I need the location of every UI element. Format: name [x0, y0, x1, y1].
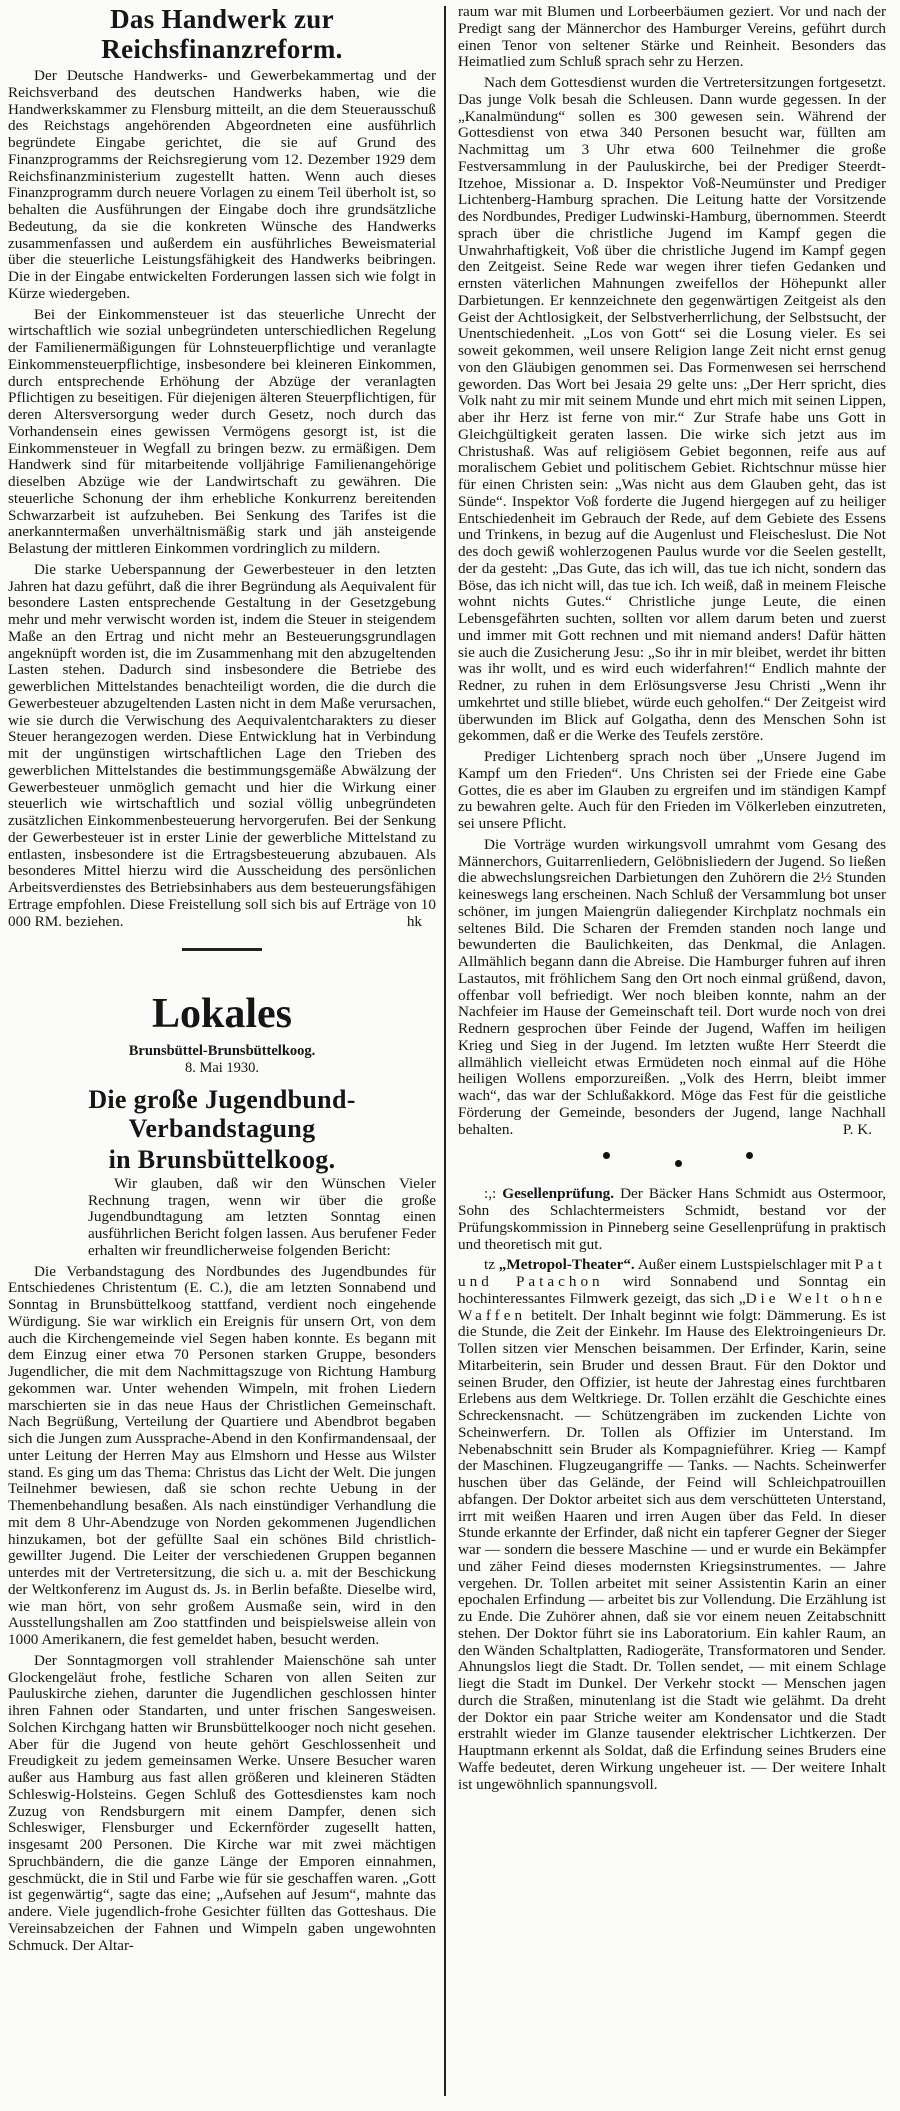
article-separator — [182, 948, 262, 951]
article-paragraph: Nach dem Gottesdienst wurden die Vertretersitzungen fortgesetzt. Das junge Volk besah die Schleusen. Dann wurde gegessen. In der „Kanalmündung“ sollen es 300 gewesen sein. Während der Gottesdienst von etwa 340 Personen besucht war, füllten am Nachmittag um 3 Uhr etwa 600 Teilnehmer die große Festversammlung in der Pauluskirche, bei der Prediger Steerdt-Itzehoe, Missionar a. D. Inspektor Voß-Neumünster und Prediger Lichtenberg-Hamburg sprachen. Die Leitung hatte der Vorsitzende des Nordbundes, Prediger Ludwinski-Hamburg, übernommen. Steerdt sprach über die christliche Jugend im Kampf gegen die Unwahrhaftigkeit, Voß über die christliche Jugend im Kampf gegen den Zeitgeist. Seine Rede war wegen ihrer tiefen Gedanken und ernsten väterlichen Mahnungen zweifellos der Höhepunkt aller Darbietungen. Er kennzeichnete den gegenwärtigen Zeitgeist als den Geist der Achtlosigkeit, der Selbstverherrlichung, der Selbstsucht, der Unentschiedenheit. „Los von Gott“ sei die Losung vieler. Es sei soweit gekommen, weil unsere Religion lange Zeit nicht ernst genug von den Gläubigen genommen sei. Das Formenwesen sei herrschend geworden. Das Wort bei Jesaia 29 gelte uns: „Der Herr spricht, dies Volk naht zu mir mit seinem Munde und ehrt mich mit seinen Lippen, aber ihr Herz ist ferne von mir.“ Zur Strafe habe uns Gott in Gleichgültigkeit geraten lassen. Die wirke sich jetzt aus im Christushaß. Was auf religiösem Gebiet begonnen, reife aus auf moralischem Gebiet und politischem Gebiet. Richtschnur müsse hier für einen Christen sein: „Was nicht aus dem Glauben geht, das ist Sünde“. Inspektor Voß forderte die Jugend hiergegen auf zu heiliger Entschiedenheit im Gebrauch der Rede, auf dem Gebiete des Essens und Trinkens, in bezug auf die Augenlust und Fleischeslust. Die Not des doch gewiß wohlerzogenen Paulus wurde vor die Seelen gestellt, der da gesteht: „Das Gute, das ich will, das tue ich nicht, sondern das Böse, das ich nicht will, das tue ich. Ich weiß, daß in meinem Fleische wohnt nichts Gutes.“ Christliche junge Leute, die einen Lebensgefährten suchten, sollten vor allem darum beten und zuerst und immer mit Gott rechnen und mit niemand anders! Dafür hätten sie auch die Zusicherung Jesu: „So ihr in mir bleibet, werdet ihr bitten was ihr wollt, und es wird euch widerfahren!“ Endlich mahnte der Redner, zu ruhen in dem Erlösungsverse Jesu Christi „Wenn ihr umkehrtet und stille bliebet, würde euch geholfen.“ Der Zeitgeist wird überwunden im Blick auf Golgatha, denn des Menschen Sohn ist gekommen, daß er die Werke des Teufels zerstöre. — [458, 74, 886, 745]
dot-icon — [603, 1152, 610, 1159]
article-paragraph — [8, 562, 436, 931]
note-prefix: tz — [484, 1256, 495, 1274]
article-paragraph: Bei der Einkommensteuer ist das steuerliche Unrecht der wirtschaftlich wie sozial unbegründeten unterschiedlichen Regelung der Familienermäßigungen für Lohnsteuerpflichtige und veranlagte Einkommensteuerpflichtige, insbesondere bei kleineren Einkommen, durch entsprechende Erhöhung der Abzüge der veranlagten Pflichtigen zu beseitigen. Für diejenigen älteren Steuerpflichtigen, für deren Altersversorgung weder durch Gesetz, noch durch das Vorhandensein eines gewissen Vermögens gesorgt ist, ist die Einkommensteuer in Wegfall zu bringen bezw. zu ermäßigen. Dem Handwerk sind für mitarbeitende volljährige Familienangehörige dieselben Abzüge wie der Landwirtschaft zu gewähren. Die steuerliche Schonung der ihm erhebliche Konkurrenz bereitenden Schwarzarbeit ist aufzuheben. Bei Senkung des Tarifes ist die anerkanntermaßen unverhältnismäßig stark und jäh ansteigende Belastung der mittleren Einkommen vordringlich zu mildern. — [8, 305, 436, 557]
left-column — [8, 4, 436, 1958]
note-prefix: :,: — [484, 1185, 497, 1203]
date: 8. Mai 1930. — [184, 1060, 260, 1076]
note-text: wird Sonnabend und Sonntag ein hochinteressantes Filmwerk gezeigt, das sich „ — [458, 1273, 887, 1307]
note-heading: „Metropol-Theater“. — [498, 1256, 635, 1274]
article-paragraph — [458, 837, 886, 1139]
note-heading: Gesellenprüfung. — [502, 1185, 615, 1203]
dot-icon — [675, 1160, 682, 1167]
author-signature: P. K. — [842, 1120, 872, 1138]
article-title-handwerk: Das Handwerk zur Reichsfinanzreform. — [101, 4, 343, 64]
note-text: betitelt. Der Inhalt beginnt wie folgt: Dämmerung. Es ist die Stunde, die Zeit der Einkehr. Im Hause des Elektroingenieurs Dr. Tollen sitzen vier Menschen beisammen. Der Erfinder, Karin, seine Mitarbeiterin, sein Bruder und dessen Braut. Für den Doktor und seinen Bruder, den Offizier, ist heute der Jahrestag eines furchtbaren Erlebens aus dem Weltkriege. Dr. Tollen erzählt die Geschichte eines Schreckensnacht. — Schützengräben im zuckenden Lichte von Scheinwerfern. Dr. Tollen als Offizier im Unterstand. Im Nebenabschnitt sein Bruder als Kompagnieführer. Krieg — Kampf der Maschinen. Flugzeugangriffe — Tanks. — Nachts. Scheinwerfer huschen über das Gelände, der Feind will Schleichpatrouillen abfangen. Der Doktor arbeitet sich aus dem verschütteten Unterstand, irrt mit weißen Haaren und irren Augen über das Feld. In dieser Stunde erkannte der Erfinder, daß nicht ein tapferer Gegner der Sieger war — sondern die bessere Maschine — und er wurde ein Bekämpfer und zäher Feind dieses modernsten Kriegsinstrumentes. — Jahre vergehen. Dr. Tollen arbeitet mit seiner Assistentin Karin an einer epochalen Erfindung — arbeitet bis zur Vollendung. Die Erzählung ist zu Ende. Die Zuhörer ahnen, daß sie vor einem neuen Zeitabschnitt stehen. Der Doktor führt sie ins Laboratorium. Ein kahler Raum, an den Wänden Schaltplatten, Radiogeräte, Transformatoren und Sender. Ahnungslos liegt die Stadt. Dr. Tollen sendet, — mit einem Schlage liegt die Stadt im Dunkel. Der Verkehr stockt — Menschen jagen durch die Straßen, minutenlang ist die Stadt wie gelähmt. Da dreht der Doktor ein paar Striche weiter am Kondensator und die Stadt erstrahlt wieder im Glanze tausender elektrischer Lichtkerzen. Der Hauptmann erkennt als Soldat, daß die Erfindung seines Bruders eine Waffe bedeutet, deren Wirkung ungeheuer ist. — Der weitere Inhalt ist ungewöhnlich spannungsvoll. — [458, 1306, 886, 1793]
separator-dots — [458, 1144, 886, 1178]
film-title-welt-ohne-waffen: Die Welt ohne Waffen — [458, 1289, 886, 1324]
note-text: Außer einem Lustspielschlager mit — [637, 1256, 851, 1274]
note-text: Der Bäcker Hans Schmidt aus Ostermoor, Sohn des Schlachtermeisters Schmidt, bestand vor der Prüfungskommission in Pinneberg seine Gesellenprüfung in praktisch und theoretisch mit gut. — [458, 1185, 887, 1253]
author-signature: hk — [406, 912, 422, 930]
dot-icon — [746, 1152, 753, 1159]
section-title-lokales: Lokales — [151, 991, 293, 1038]
article-title-jugendbund-line1: Die große Jugendbund-Verbandstagung — [88, 1084, 356, 1143]
article-paragraph-continued: raum war mit Blumen und Lorbeerbäumen geziert. Vor und nach der Predigt sang der Männerchor des Hamburger Vereins, geführt durch einen Tenor von seltener Stärke und Reinheit. Besonders das Heimatlied zum Schluß sprach sehr zu Herzen. — [458, 3, 886, 71]
news-note-metropol-theater — [458, 1257, 886, 1793]
article-paragraph: Der Sonntagmorgen voll strahlender Maienschöne sah unter Glockengeläut frohe, festliche Scharen von allen Seiten zur Pauluskirche ziehen, darunter die Jugendlichen geschlossen hinter ihren Fahnen oder Standarten, und unter frischen Sangesweisen. Solchen Kirchgang hatten wir Brunsbüttelkooger noch nicht gesehen. Aber für die Jugend von heute gehört Geschlossenheit und Freudigkeit zu jedem gemeinsamen Werke. Unsere Besucher waren außer aus Hamburg aus fast allen größeren und kleineren Städten Schleswig-Holsteins. Gegen Schluß des Gottesdienstes kam noch Zuzug von Rendsburgern mit einem Dampfer, denen sich Schleswiger, Flensburger und Eckernförder zugesellt hatten, insgesamt 200 Personen. Die Kirche war mit zwei mächtigen Spruchbändern, die die ganze Länge der Emporen einnahmen, geschmückt, die in Stil und Farbe wie für sie geschaffen waren. „Gott ist gegenwärtig“, sagte das eine; „Aufsehen auf Jesum“, mahnte das andere. Viele jugendlich-frohe Gesichter füllten das Gotteshaus. Die Vereinsabzeichen der Fahnen und Wimpeln gaben ungewohnten Schmuck. Der Altar- — [8, 1651, 436, 1954]
article-paragraph: Der Deutsche Handwerks- und Gewerbekammertag und der Reichsverband des deutschen Handwerks haben, wie die Handwerkskammer zu Flensburg mitteilt, an die dem Steuerausschuß des Reichstags angehörenden Abgeordneten eine ausführlich begründete Eingabe gerichtet, die sie auf Grund des Finanzprogramms der Reichsregierung vom 12. Dezember 1929 dem Reichsfinanzministerium zugestellt hatten. Wenn auch dieses Finanzprogramm durch neuere Vorlagen zu einem Teil überholt ist, so behalten die Ausführungen der Eingabe doch ihre grundsätzliche Bedeutung, da sie die konkreten Wünsche des Handwerks zusammenfassen und außerdem ein ausführliches Beweismaterial über die steuerliche Leistungsfähigkeit des Handwerks beibringen. Die in der Eingabe entwickelten Forderungen lassen sich wie folgt in Kürze wiedergeben. — [8, 67, 436, 302]
paragraph-text: Die starke Ueberspannung der Gewerbesteuer in den letzten Jahren hat dazu geführt, daß die ihrer Begründung als Aequivalent für besondere Lasten entsprechende Gestaltung in der Gesetzgebung mehr und mehr verwischt worden ist, indem die Steuer in steigendem Maße an den Ertrag und nicht mehr an Besteuerungsgrundlagen angeknüpft worden ist, die im Zusammenhang mit den abzugeltenden Lasten stehen. Dadurch sind insbesondere die Betriebe des gewerblichen Mittelstandes benachteiligt worden, die die durch die Gewerbesteuer abzugeltenden Lasten nicht in dem Maße verursachen, wie sie durch die Verwischung des Aequivalentcharakters zu dieser Steuer herangezogen werden. Diese Entwicklung hat in Verbindung mit der ungünstigen wirtschaftlichen Lage den Trieben des gewerblichen Mittelstandes die bestimmungsgemäße Abwälzung der Gewerbesteuer unmöglich gemacht und hier die Wirkung einer steuerlich wie wirtschaftlich und sozial völlig unbegründeten zusätzlichen Einkommenbesteuerung hervorgerufen. Bei der Senkung der Gewerbesteuer ist in erster Linie der gewerbliche Mittelstand zu entlasten, insbesondere ist die Ertragsbesteuerung abzubauen. Als besonderes Mittel hierzu wird die Ausscheidung des persönlichen Arbeitsverdienstes des Betriebsinhabers aus dem besteuerungsfähigen Ertrage empfohlen. Diese Freistellung soll sich bis auf Erträge von 10 000 RM. beziehen. — [8, 560, 436, 930]
film-title-pat-und-patachon: Pat und Patachon — [458, 1256, 886, 1290]
column-divider — [444, 6, 446, 2096]
article-intro: Wir glauben, daß wir den Wünschen Vieler Rechnung tragen, wenn wir über die große Jugendbundtagung am letzten Sonntag einen ausführlichen Bericht folgen lassen. Aus berufener Feder erhalten wir freundlicherweise folgenden Bericht: — [88, 1174, 436, 1259]
article-paragraph: Die Verbandstagung des Nordbundes des Jugendbundes für Entschiedenes Christentum (E. C.), die am letzten Sonnabend und Sonntag in Brunsbüttelkoog stattfand, verdient noch eingehende Würdigung. Sie war wirklich ein Ereignis für unsern Ort, von dem auch die Kirchengemeinde viel Segen haben konnte. Es begann mit dem Einzug einer etwa 70 Personen starken Gruppe, besonders Jugendlicher, die mit dem Nachmittagszuge von Richtung Hamburg gekommen war. Unter wehenden Wimpeln, mit frohen Liedern marschierten sie in das neue Haus der Christlichen Gemeinschaft. Nach Begrüßung, Verteilung der Quartiere und Abendbrot begaben sich die Jungen zum Aussprache-Abend in den Konfirmandensaal, der unter Leitung der Herren May aus Elmshorn und Hesse aus Wilster stand. Es ging um das Thema: Christus das Licht der Welt. Die jungen Teilnehmer bewiesen, daß sie schon rechte Uebung in der Themenbehandlung besaßen. Als nach einstündiger Verhandlung die mit dem 8 Uhr-Abendzuge von Norden gekommenen Jugendlichen hinzukamen, bot der gefüllte Saal ein schönes Bild christlich-gewillter Jugend. Die Leiter der verschiedenen Gruppen begannen unterdes mit der Vertretersitzung, die sich u. a. mit der Beschickung der Weltkonferenz im August ds. Js. in Berlin befaßte. Dieselbe wird, wie man hört, von sehr großem Ausmaße sein, wird in den Ausstellungshallen am Zoo stattfinden und beispielsweise allein von 1000 Amerikanern, die fest gemeldet haben, besucht werden. — [8, 1262, 436, 1648]
article-paragraph: Prediger Lichtenberg sprach noch über „Unsere Jugend im Kampf um den Frieden“. Uns Christen sei der Friede eine Gabe Gottes, die es aber im Glauben zu ergreifen und im ständigen Kampf zu bewahren gelte. Auch für den Frieden im Völkerleben einzutreten, sei unsere Pflicht. — [458, 748, 886, 832]
news-note-gesellenpruefung — [458, 1186, 886, 1253]
paragraph-text: Die Vorträge wurden wirkungsvoll umrahmt vom Gesang des Männerchors, Guitarrenliedern, Gelöbnisliedern der Jugend. So ließen die abwechslungsreichen Darbietungen den Zuhörern die 2½ Stunden keineswegs lang erscheinen. Nach Schluß der Versammlung bot unser schöner, im jungen Maiengrün daliegender Kirchplatz nochmals ein seltenes Bild. Die Scharen der Fremden standen noch lange und bewunderten die Baulichkeiten, das Denkmal, die Anlagen. Allmählich begann dann die Abreise. Die Hamburger fuhren auf ihren Lastautos, mit fröhlichem Sang den Ort noch einmal grüßend, davon, offenbar voll befriedigt. Wer noch bleiben konnte, nahm an der Nachfeier im Hause der Gemeinschaft teil. Dort wurde noch von drei Rednern gesprochen über Feinde der Jugend, Waffen im heiligen Krieg und Sieg in der Jugend. Im letzten wußte Herr Steerdt die allmählich vielleicht etwas Ermüdeten noch einmal auf die Höhe heiligen Wollens emporzureißen. „Volk des Herrn, bleibt immer wach“, das war der Schlußakkord. Möge das Fest für die geistliche Förderung der Gemeinde, besonders der Jugend, lange Nachhall behalten. — [458, 835, 886, 1138]
article-title-jugendbund-line2: in Brunsbüttelkoog. — [108, 1144, 336, 1174]
dateline: Brunsbüttel-Brunsbüttelkoog. — [128, 1043, 316, 1060]
right-column — [458, 4, 886, 1797]
